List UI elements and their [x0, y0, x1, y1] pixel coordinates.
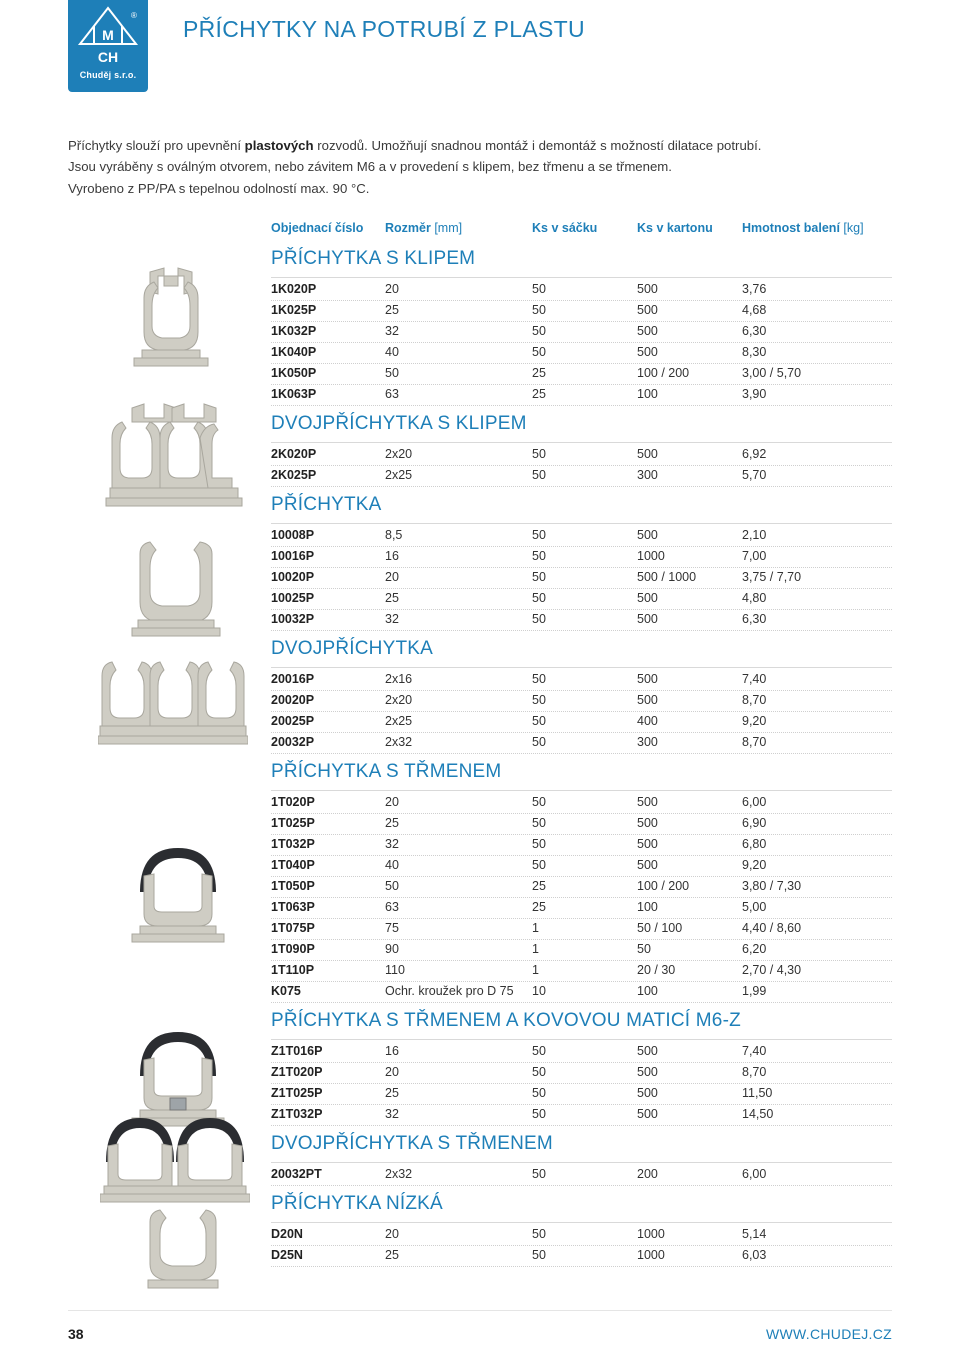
cell-order-code: 1T050P — [271, 879, 315, 893]
cell-size: 20 — [385, 282, 399, 296]
table-row — [271, 897, 892, 919]
cell-qty-bag: 50 — [532, 570, 546, 584]
cell-qty-bag: 50 — [532, 345, 546, 359]
cell-qty-box: 500 — [637, 324, 658, 338]
table-row — [271, 1083, 892, 1105]
section-divider — [271, 442, 892, 443]
table-row — [271, 711, 892, 733]
section-title: PŘÍCHYTKA — [271, 494, 382, 515]
cell-qty-box: 500 — [637, 1086, 658, 1100]
cell-order-code: 1T063P — [271, 900, 315, 914]
page-title: PŘÍCHYTKY NA POTRUBÍ Z PLASTU — [183, 16, 585, 42]
cell-weight: 5,00 — [742, 900, 767, 914]
company-logo — [68, 0, 148, 92]
column-header-code: Objednací číslo — [271, 221, 364, 235]
cell-size: 75 — [385, 921, 399, 935]
cell-size: 20 — [385, 1065, 399, 1079]
cell-size: 2x20 — [385, 447, 413, 461]
svg-text:CH: CH — [97, 49, 119, 65]
cell-qty-bag: 50 — [532, 1086, 546, 1100]
double-strap-clip-icon — [100, 1112, 250, 1204]
simple-clip-icon — [128, 540, 224, 640]
cell-weight: 6,90 — [742, 816, 767, 830]
cell-weight: 7,00 — [742, 549, 767, 563]
cell-qty-bag: 50 — [532, 1248, 546, 1262]
cell-qty-box: 500 — [637, 345, 658, 359]
cell-order-code: 10008P — [271, 528, 315, 542]
cell-qty-box: 20 / 30 — [637, 963, 676, 977]
cell-order-code: Z1T032P — [271, 1107, 323, 1121]
cell-qty-bag: 50 — [532, 693, 546, 707]
cell-order-code: D25N — [271, 1248, 303, 1262]
cell-weight: 8,70 — [742, 1065, 767, 1079]
section-divider — [271, 1162, 892, 1163]
cell-order-code: 1T040P — [271, 858, 315, 872]
section-title: PŘÍCHYTKA S TŘMENEM — [271, 761, 502, 782]
cell-weight: 3,00 / 5,70 — [742, 366, 802, 380]
cell-qty-bag: 50 — [532, 714, 546, 728]
cell-qty-box: 100 — [637, 900, 658, 914]
cell-size: 20 — [385, 570, 399, 584]
cell-weight: 5,14 — [742, 1227, 767, 1241]
section-title: DVOJPŘÍCHYTKA S KLIPEM — [271, 413, 527, 434]
intro-line-2: Jsou vyráběny s oválným otvorem, nebo závitem M6 a v provedení s klipem, bez třmenu a se třmenem. — [68, 159, 672, 175]
cell-qty-box: 500 — [637, 303, 658, 317]
cell-weight: 6,20 — [742, 942, 767, 956]
cell-qty-bag: 1 — [532, 942, 539, 956]
table-row — [271, 690, 892, 712]
cell-size: 16 — [385, 1044, 399, 1058]
cell-size: 63 — [385, 900, 399, 914]
cell-qty-box: 500 — [637, 672, 658, 686]
cell-size: 63 — [385, 387, 399, 401]
cell-qty-box: 400 — [637, 714, 658, 728]
cell-qty-box: 300 — [637, 468, 658, 482]
cell-weight: 8,70 — [742, 735, 767, 749]
cell-weight: 3,80 / 7,30 — [742, 879, 802, 893]
cell-qty-bag: 25 — [532, 387, 546, 401]
cell-qty-bag: 50 — [532, 837, 546, 851]
cell-size: 2x32 — [385, 735, 413, 749]
section-title: PŘÍCHYTKA S KLIPEM — [271, 248, 476, 269]
cell-weight: 8,70 — [742, 693, 767, 707]
cell-qty-bag: 50 — [532, 303, 546, 317]
intro-text — [68, 135, 761, 199]
cell-weight: 3,76 — [742, 282, 767, 296]
section-divider — [271, 277, 892, 278]
cell-size: 2x25 — [385, 714, 413, 728]
table-row — [271, 609, 892, 631]
cell-weight: 14,50 — [742, 1107, 774, 1121]
table-row — [271, 876, 892, 898]
cell-qty-bag: 1 — [532, 921, 539, 935]
cell-size: 50 — [385, 879, 399, 893]
table-row — [271, 321, 892, 343]
cell-weight: 1,99 — [742, 984, 767, 998]
table-row — [271, 279, 892, 301]
cell-qty-box: 100 / 200 — [637, 366, 690, 380]
section-title: PŘÍCHYTKA NÍZKÁ — [271, 1193, 443, 1214]
table-row — [271, 1245, 892, 1267]
section-divider — [271, 667, 892, 668]
cell-qty-bag: 50 — [532, 282, 546, 296]
cell-qty-bag: 50 — [532, 468, 546, 482]
table-row — [271, 588, 892, 610]
cell-order-code: 1K020P — [271, 282, 317, 296]
cell-qty-box: 100 — [637, 984, 658, 998]
cell-weight: 3,75 / 7,70 — [742, 570, 802, 584]
cell-weight: 6,00 — [742, 1167, 767, 1181]
table-row — [271, 834, 892, 856]
table-row — [271, 792, 892, 814]
cell-size: 32 — [385, 837, 399, 851]
cell-qty-bag: 50 — [532, 795, 546, 809]
section-title: PŘÍCHYTKA S TŘMENEM A KOVOVOU MATICÍ M6-Z — [271, 1010, 741, 1031]
single-clip-icon — [128, 262, 214, 374]
cell-order-code: 1T020P — [271, 795, 315, 809]
cell-qty-box: 500 — [637, 837, 658, 851]
website-link[interactable]: WWW.CHUDEJ.CZ — [766, 1326, 892, 1342]
cell-size: 50 — [385, 366, 399, 380]
cell-order-code: 20020P — [271, 693, 315, 707]
column-header-size: Rozměr [mm] — [385, 221, 463, 235]
cell-qty-bag: 50 — [532, 858, 546, 872]
cell-qty-box: 500 — [637, 612, 658, 626]
cell-qty-bag: 1 — [532, 963, 539, 977]
cell-qty-box: 200 — [637, 1167, 658, 1181]
cell-weight: 7,40 — [742, 672, 767, 686]
table-row — [271, 1164, 892, 1186]
cell-qty-box: 100 / 200 — [637, 879, 690, 893]
cell-qty-box: 1000 — [637, 549, 665, 563]
table-row — [271, 1224, 892, 1246]
cell-qty-bag: 50 — [532, 816, 546, 830]
table-row — [271, 444, 892, 466]
cell-size: Ochr. kroužek pro D 75 — [385, 984, 514, 998]
table-row — [271, 981, 892, 1003]
intro-line-1: Příchytky slouží pro upevnění plastových rozvodů. Umožňují snadnou montáž i demontáž s možností dilatace potrubí. — [68, 138, 762, 153]
cell-order-code: 1K032P — [271, 324, 317, 338]
footer-divider — [68, 1310, 892, 1311]
page-number: 38 — [68, 1326, 84, 1342]
cell-size: 40 — [385, 345, 399, 359]
cell-qty-bag: 50 — [532, 591, 546, 605]
cell-qty-box: 1000 — [637, 1227, 665, 1241]
cell-qty-bag: 50 — [532, 549, 546, 563]
section-divider — [271, 1222, 892, 1223]
cell-size: 110 — [385, 963, 405, 977]
cell-order-code: 20032P — [271, 735, 315, 749]
cell-size: 25 — [385, 1248, 399, 1262]
table-row — [271, 732, 892, 754]
cell-size: 25 — [385, 591, 399, 605]
table-row — [271, 567, 892, 589]
cell-size: 20 — [385, 1227, 399, 1241]
cell-weight: 11,50 — [742, 1086, 773, 1100]
cell-size: 25 — [385, 816, 399, 830]
cell-qty-bag: 50 — [532, 1107, 546, 1121]
cell-order-code: 1K025P — [271, 303, 317, 317]
cell-order-code: 1K040P — [271, 345, 317, 359]
table-row — [271, 855, 892, 877]
cell-weight: 6,30 — [742, 324, 767, 338]
cell-qty-bag: 10 — [532, 984, 546, 998]
cell-qty-bag: 25 — [532, 879, 546, 893]
cell-size: 32 — [385, 1107, 399, 1121]
cell-qty-box: 50 / 100 — [637, 921, 683, 935]
column-header-weight: Hmotnost balení [kg] — [742, 221, 864, 235]
table-row — [271, 300, 892, 322]
cell-order-code: 20016P — [271, 672, 315, 686]
cell-weight: 4,68 — [742, 303, 767, 317]
cell-order-code: 1T090P — [271, 942, 315, 956]
cell-size: 32 — [385, 324, 399, 338]
cell-order-code: 10025P — [271, 591, 315, 605]
cell-qty-box: 500 — [637, 858, 658, 872]
cell-qty-box: 500 — [637, 816, 658, 830]
cell-size: 25 — [385, 303, 399, 317]
table-row — [271, 1041, 892, 1063]
cell-order-code: 1T032P — [271, 837, 315, 851]
cell-size: 90 — [385, 942, 399, 956]
cell-qty-box: 1000 — [637, 1248, 665, 1262]
cell-order-code: D20N — [271, 1227, 303, 1241]
cell-weight: 2,70 / 4,30 — [742, 963, 802, 977]
cell-weight: 4,80 — [742, 591, 767, 605]
cell-qty-box: 500 — [637, 447, 658, 461]
cell-order-code: 2K020P — [271, 447, 317, 461]
cell-size: 2x16 — [385, 672, 413, 686]
cell-order-code: 1T075P — [271, 921, 315, 935]
cell-qty-bag: 50 — [532, 735, 546, 749]
cell-order-code: 1K063P — [271, 387, 317, 401]
cell-size: 2x20 — [385, 693, 413, 707]
cell-weight: 6,30 — [742, 612, 767, 626]
cell-order-code: Z1T016P — [271, 1044, 323, 1058]
cell-qty-box: 500 — [637, 1107, 658, 1121]
cell-qty-box: 500 — [637, 693, 658, 707]
double-simple-clip-icon — [98, 656, 248, 748]
table-row — [271, 1062, 892, 1084]
cell-order-code: 20032PT — [271, 1167, 322, 1181]
cell-qty-box: 50 — [637, 942, 651, 956]
cell-weight: 4,40 / 8,60 — [742, 921, 802, 935]
cell-order-code: K075 — [271, 984, 301, 998]
cell-order-code: 1K050P — [271, 366, 317, 380]
cell-order-code: Z1T025P — [271, 1086, 323, 1100]
cell-qty-bag: 50 — [532, 528, 546, 542]
intro-line-3: Vyrobeno z PP/PA s tepelnou odolností max. 90 °C. — [68, 180, 370, 196]
cell-weight: 6,03 — [742, 1248, 767, 1262]
cell-qty-box: 500 — [637, 282, 658, 296]
cell-qty-bag: 50 — [532, 324, 546, 338]
strap-clip-icon — [126, 842, 230, 944]
svg-text:®: ® — [131, 11, 137, 20]
cell-qty-box: 100 — [637, 387, 658, 401]
cell-qty-bag: 50 — [532, 1227, 546, 1241]
section-divider — [271, 523, 892, 524]
section-divider — [271, 790, 892, 791]
cell-weight: 9,20 — [742, 858, 767, 872]
cell-weight: 6,92 — [742, 447, 767, 461]
cell-qty-bag: 50 — [532, 1065, 546, 1079]
cell-order-code: Z1T020P — [271, 1065, 323, 1079]
cell-qty-bag: 50 — [532, 612, 546, 626]
cell-weight: 6,80 — [742, 837, 767, 851]
cell-qty-box: 500 — [637, 528, 658, 542]
cell-size: 25 — [385, 1086, 399, 1100]
cell-qty-box: 500 — [637, 1065, 658, 1079]
table-row — [271, 384, 892, 406]
table-row — [271, 669, 892, 691]
table-row — [271, 960, 892, 982]
cell-qty-bag: 50 — [532, 447, 546, 461]
cell-order-code: 10016P — [271, 549, 315, 563]
cell-qty-bag: 50 — [532, 672, 546, 686]
column-header-box: Ks v kartonu — [637, 221, 713, 235]
cell-size: 8,5 — [385, 528, 403, 542]
table-row — [271, 1104, 892, 1126]
cell-weight: 9,20 — [742, 714, 767, 728]
section-title: DVOJPŘÍCHYTKA — [271, 638, 434, 659]
cell-weight: 5,70 — [742, 468, 767, 482]
cell-qty-bag: 25 — [532, 366, 546, 380]
cell-size: 2x32 — [385, 1167, 413, 1181]
cell-qty-bag: 50 — [532, 1167, 546, 1181]
cell-size: 40 — [385, 858, 399, 872]
cell-weight: 8,30 — [742, 345, 767, 359]
table-row — [271, 813, 892, 835]
logo-subtitle: Chuděj s.r.o. — [79, 70, 137, 80]
low-clip-icon — [140, 1208, 226, 1292]
table-row — [271, 363, 892, 385]
cell-order-code: 10020P — [271, 570, 315, 584]
cell-qty-bag: 25 — [532, 900, 546, 914]
cell-qty-box: 500 — [637, 795, 658, 809]
table-row — [271, 525, 892, 547]
cell-order-code: 1T110P — [271, 963, 315, 977]
table-row — [271, 918, 892, 940]
cell-order-code: 20025P — [271, 714, 315, 728]
cell-qty-bag: 50 — [532, 1044, 546, 1058]
cell-weight: 3,90 — [742, 387, 767, 401]
cell-weight: 6,00 — [742, 795, 767, 809]
table-row — [271, 546, 892, 568]
section-divider — [271, 1039, 892, 1040]
cell-size: 32 — [385, 612, 399, 626]
column-header-bag: Ks v sáčku — [532, 221, 598, 235]
cell-qty-box: 500 — [637, 591, 658, 605]
table-row — [271, 939, 892, 961]
double-clip-icon — [104, 398, 244, 516]
table-row — [271, 342, 892, 364]
section-title: DVOJPŘÍCHYTKA S TŘMENEM — [271, 1133, 553, 1154]
cell-size: 2x25 — [385, 468, 413, 482]
cell-order-code: 2K025P — [271, 468, 317, 482]
table-row — [271, 465, 892, 487]
cell-qty-box: 500 — [637, 1044, 658, 1058]
cell-qty-box: 500 / 1000 — [637, 570, 697, 584]
cell-weight: 7,40 — [742, 1044, 767, 1058]
cell-qty-box: 300 — [637, 735, 658, 749]
svg-text:M: M — [102, 27, 114, 43]
cell-size: 20 — [385, 795, 399, 809]
cell-order-code: 10032P — [271, 612, 315, 626]
cell-size: 16 — [385, 549, 399, 563]
cell-weight: 2,10 — [742, 528, 767, 542]
cell-order-code: 1T025P — [271, 816, 315, 830]
